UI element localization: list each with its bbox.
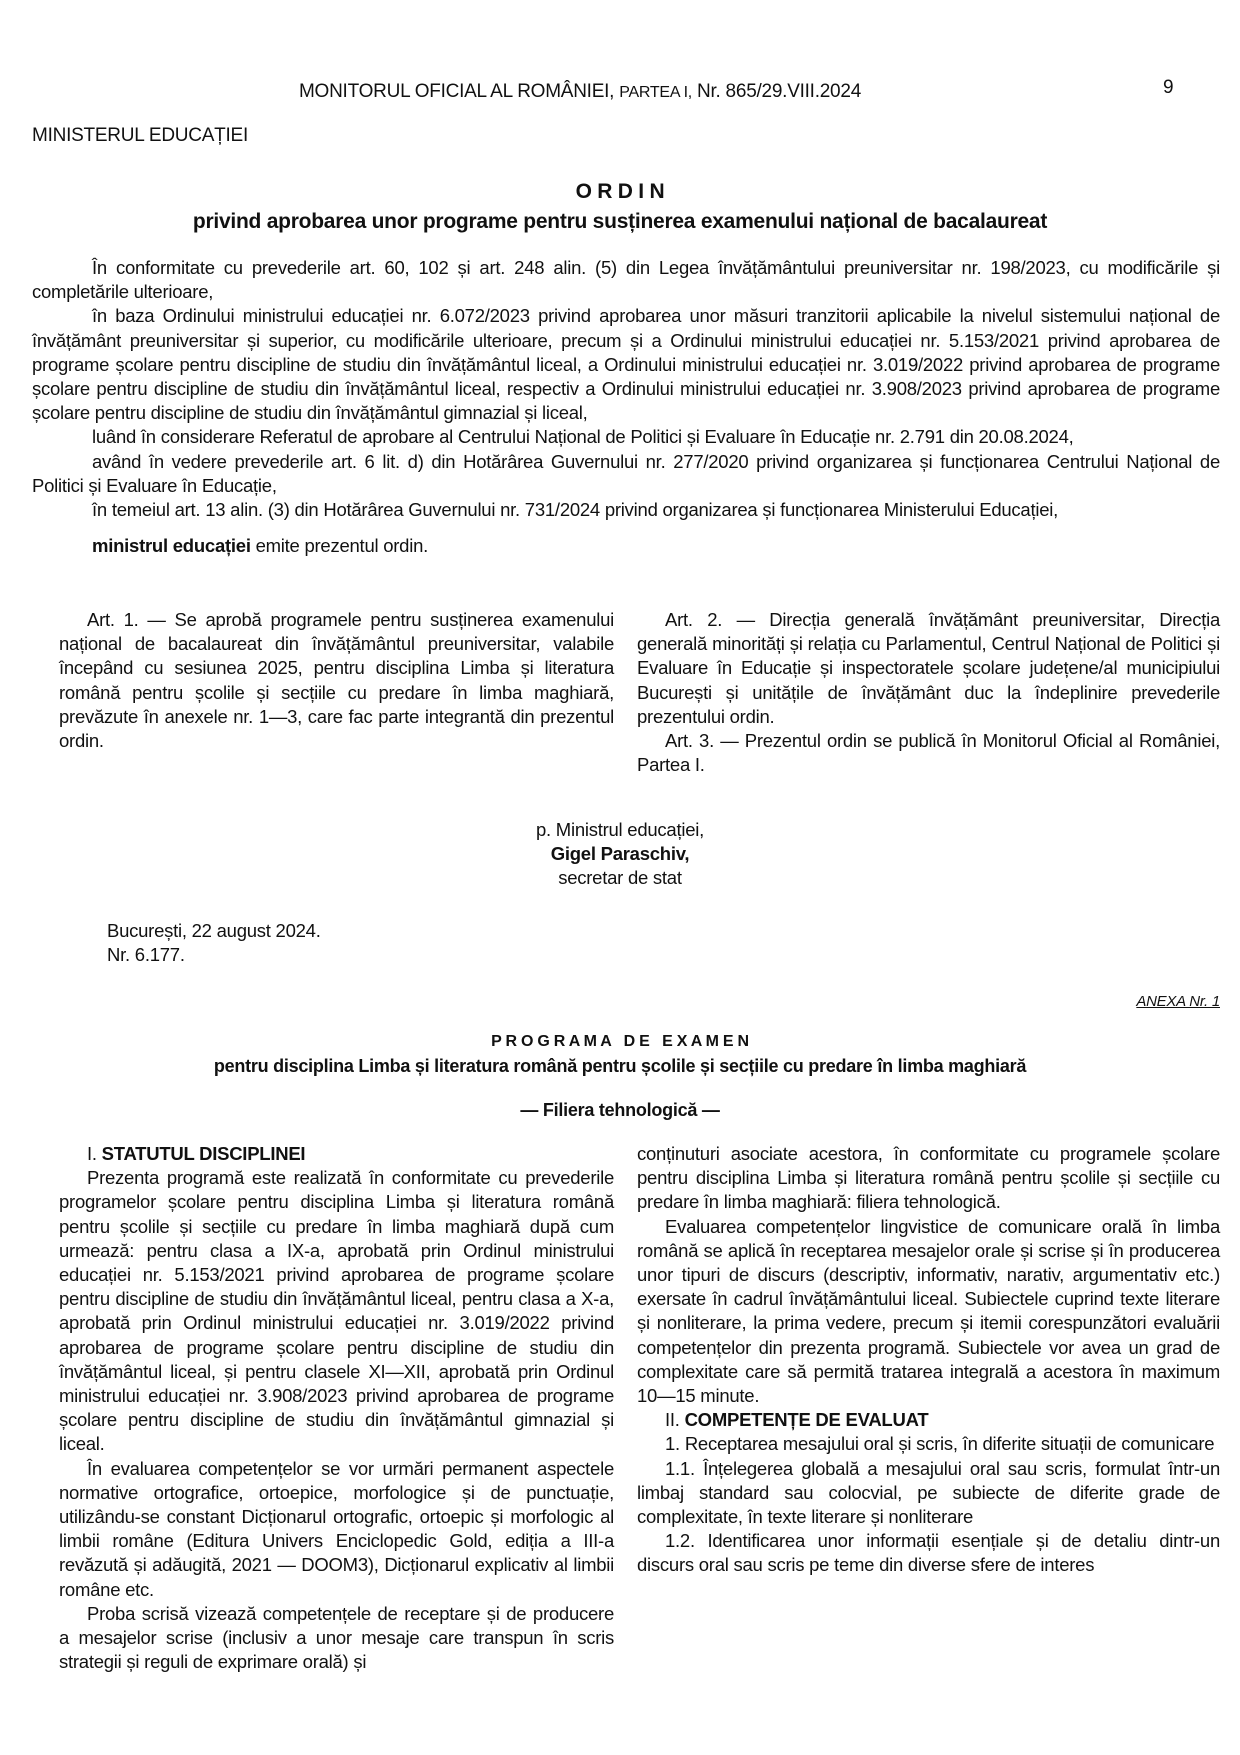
section-2-heading [637,1408,1220,1432]
section-1-number: I. [87,1143,102,1164]
order-number: Nr. 6.177. [107,944,185,965]
running-header [200,80,960,105]
preamble-paragraph: având în vedere prevederile art. 6 lit. d) din Hotărârea Guvernului nr. 277/2020 privind organizarea și funcționarea Centrului Național de Politici și Evaluare în Educație, [32,450,1220,496]
signatory-role: secretar de stat [558,867,682,889]
section-1-heading [59,1142,614,1166]
order-subtitle: privind aprobarea unor programe pentru susținerea examenului național de bacalaureat [192,210,1048,233]
competence-item: 1.2. Identificarea unor informații esențiale și de detaliu dintr-un discurs oral sau scris pe teme din diverse sfere de interes [637,1530,1220,1576]
journal-title: MONITORUL OFICIAL AL ROMÂNIEI, [298,81,615,102]
section-2-title: COMPETENȚE DE EVALUAT [684,1409,929,1431]
article-2: Art. 2. — Direcția generală învățământ preuniversitar, Direcția generală minorități și relația cu Parlamentul, Centrul Național de Politici și Evaluare în Educație și inspectoratele școlare județene/al municipiului București și unitățile de învățământ duc la îndeplinire prevederile prezentului ordin. [637,609,1220,727]
issues-text: emite prezentul ordin. [250,535,429,557]
article-1: Art. 1. — Se aprobă programele pentru susținerea examenului național de bacalaureat din învățământul preuniversitar, valabile începând cu sesiunea 2025, pentru disciplina Limba și literatura română pentru școlile și secțiile cu predare în limba maghiară, prevăzute în anexele nr. 1—3, care fac parte integrantă din prezentul ordin. [59,609,614,752]
annex-track: — Filiera tehnologică — [520,1100,720,1120]
annex-paragraph: Proba scrisă vizează competențele de receptare și de producere a mesajelor scrise (inclusiv a unor mesaje care transpun în scris strategii și reguli de exprimare orală) și [59,1602,614,1673]
annex-title: P R O G R A M A D E E X A M E N [491,1033,749,1050]
competence-item: 1.1. Înțelegerea globală a mesajului oral sau scris, formulat într-un limbaj standard sau colocvial, pe subiecte de diferite grade de complexitate, în texte literare și nonliterare [637,1457,1220,1528]
issuer-bold: ministrul educației [92,535,251,557]
order-title: O R D I N [575,180,665,203]
signature-block [460,818,780,891]
preamble-paragraph: În conformitate cu prevederile art. 60, 102 și art. 248 alin. (5) din Legea învățământului preuniversitar nr. 198/2023, cu modificările și completările ulterioare, [32,257,1220,303]
section-2-number: II. [665,1409,685,1431]
annex-left-column [59,1142,614,1674]
annex-paragraph: În evaluarea competențelor se vor urmări permanent aspectele normative ortografice, ortoepice, morfologice și de punctuație, utilizându-se constant Dicționarul ortografic, ortoepic și morfologic al limbii române (Editura Univers Enciclopedic Gold, ediția a III-a revăzută și adăugită, 2021 — DOOM3), Dicționarul explicativ al limbii române etc. [59,1457,614,1600]
issuer: MINISTERUL EDUCAȚIEI [32,125,248,146]
preamble-paragraph: în temeiul art. 13 alin. (3) din Hotărârea Guvernului nr. 731/2024 privind organizarea și funcționarea Ministerului Educației, [92,499,1058,521]
annex-subtitle: pentru disciplina Limba și literatura română pentru școlile și secțiile cu predare în limba maghiară [213,1056,1027,1076]
enacting-clause [32,534,1220,558]
signatory-name: Gigel Paraschiv, [550,843,690,865]
annex-paragraph: Prezenta programă este realizată în conformitate cu prevederile programelor școlare pentru disciplina Limba și literatura română pentru școlile și secțiile cu predare în limba maghiară după cum urmează: pentru clasa a IX-a, aprobată prin Ordinul ministrului educației nr. 5.153/2021 privind aprobarea de programe școlare pentru discipline de studiu din învățământul liceal, pentru clasa a X-a, aprobată prin Ordinul ministrului educației nr. 3.019/2022 privind aprobarea de programe școlare pentru discipline de studiu din învățământul liceal, și pentru clasele XI—XII, aprobată prin Ordinul ministrului educației nr. 3.908/2023 privind aprobarea de programe școlare pentru discipline de studiu din învățământul gimnazial și liceal. [59,1167,614,1455]
preamble [32,256,1220,558]
annex-paragraph-continued: conținuturi asociate acestora, în conformitate cu programele școlare pentru disciplina Limba și literatura română pentru școlile și secțiile cu predare în limba maghiară: filiera tehnologică. [637,1143,1220,1213]
journal-issue: Nr. 865/29.VIII.2024 [697,81,862,102]
articles-left-column [59,608,614,753]
signature-line: p. Ministrul educației, [535,819,705,840]
article-3: Art. 3. — Prezentul ordin se publică în Monitorul Oficial al României, Partea I. [637,730,1220,776]
journal-part: PARTEA I, [619,84,692,101]
competence-item: 1. Receptarea mesajului oral și scris, în diferite situații de comunicare [665,1433,1215,1455]
preamble-paragraph: în baza Ordinului ministrului educației nr. 6.072/2023 privind aprobarea unor măsuri tranzitorii aplicabile la nivelul sistemului național de învățământ preuniversitar și superior, cu modificările ulterioare, precum și a Ordinului ministrului educației nr. 5.153/2021 privind aprobarea de programe școlare pentru discipline de studiu din învățământul liceal, a Ordinului ministrului educației nr. 3.019/2022 privind aprobarea de programe școlare pentru discipline de studiu din învățământul liceal, respectiv a Ordinului ministrului educației nr. 3.908/2023 privind aprobarea de programe școlare pentru discipline de studiu din învățământul gimnazial și liceal, [32,305,1220,424]
articles-right-column [637,608,1220,777]
preamble-paragraph: luând în considerare Referatul de aprobare al Centrului Național de Politici și Evaluare în Educație nr. 2.791 din 20.08.2024, [92,426,1074,448]
section-1-title: STATUTUL DISCIPLINEI [101,1143,306,1164]
place-date: București, 22 august 2024. [107,920,321,941]
annex-right-column [637,1142,1220,1578]
annex-label: ANEXA Nr. 1 [1136,993,1220,1010]
page-number: 9 [1163,77,1174,98]
annex-paragraph: Evaluarea competențelor lingvistice de comunicare orală în limba română se aplică în receptarea mesajelor orale și scrise și în producerea unor tipuri de discurs (descriptiv, informativ, narativ, argumentativ etc.) exersate în cadrul învățământului liceal. Subiectele cuprind texte literare și nonliterare, la prima vedere, precum și itemii corespunzători evaluării competențelor din prezenta programă. Subiectele vor avea un grad de complexitate care să permită tratarea integrală a acestora în maximum 10—15 minute. [637,1215,1220,1407]
